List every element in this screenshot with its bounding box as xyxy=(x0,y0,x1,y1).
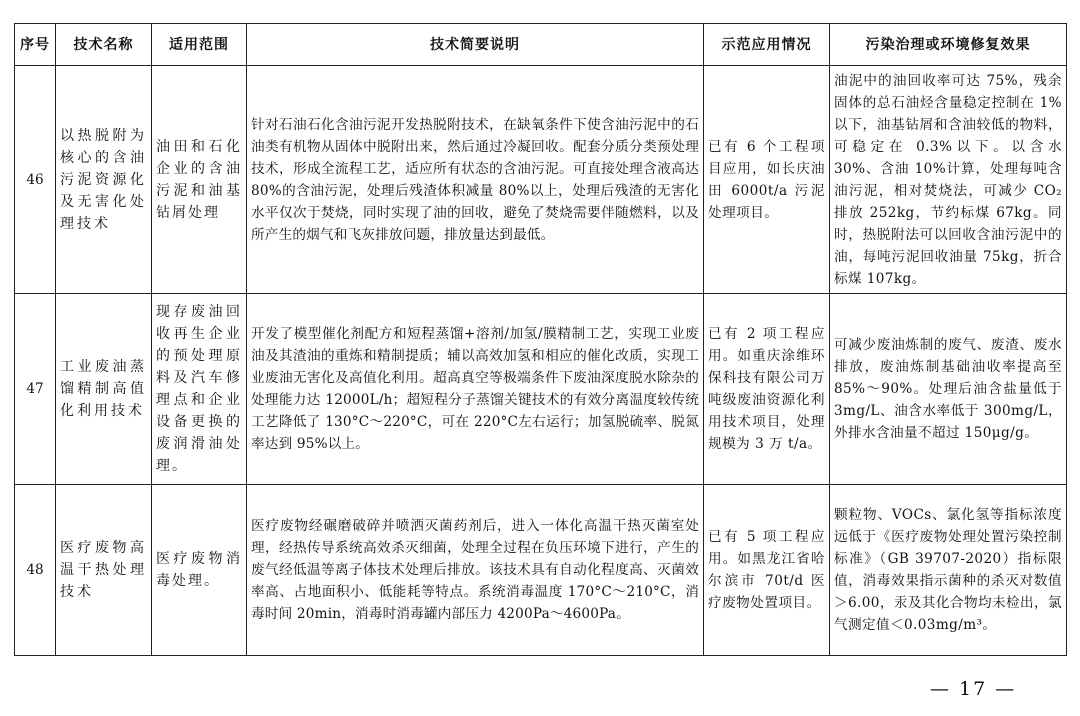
row-demo-application: 已有 2 项工程应用。如重庆涂维环保科技有限公司万吨级废油资源化利用技术项目，处理规模为 3 万 t/a。 xyxy=(704,294,830,485)
header-name: 技术名称 xyxy=(56,24,152,66)
table-header-row xyxy=(15,24,1067,66)
header-desc: 技术简要说明 xyxy=(247,24,704,66)
row-tech-name: 以热脱附为核心的含油污泥资源化及无害化处理技术 xyxy=(56,66,152,294)
row-scope: 医疗废物消毒处理。 xyxy=(152,485,247,656)
row-tech-name: 工业废油蒸馏精制高值化利用技术 xyxy=(56,294,152,485)
row-scope: 现存废油回收再生企业的预处理原料及汽车修理点和企业设备更换的废润滑油处理。 xyxy=(152,294,247,485)
row-description: 医疗废物经碾磨破碎并喷洒灭菌药剂后，进入一体化高温干热灭菌室处理，经热传导系统高效杀灭细菌，处理全过程在负压环境下进行，产生的废气经低温等离子体技术处理后排放。该技术具有自动化程度高、灭菌效率高、占地面积小、低能耗等特点。系统消毒温度 170°C～210°C，消毒时间 20min，消毒时消毒罐内部压力 4200Pa～4600Pa。 xyxy=(247,485,704,656)
header-scope: 适用范围 xyxy=(152,24,247,66)
table-row xyxy=(15,485,1067,656)
header-effect: 污染治理或环境修复效果 xyxy=(830,24,1067,66)
row-num: 46 xyxy=(15,66,56,294)
header-demo: 示范应用情况 xyxy=(704,24,830,66)
row-num: 48 xyxy=(15,485,56,656)
row-demo-application: 已有 5 项工程应用。如黑龙江省哈尔滨市 70t/d 医疗废物处置项目。 xyxy=(704,485,830,656)
table-row xyxy=(15,294,1067,485)
row-tech-name: 医疗废物高温干热处理技术 xyxy=(56,485,152,656)
technology-table xyxy=(14,23,1067,656)
row-description: 开发了模型催化剂配方和短程蒸馏+溶剂/加氢/膜精制工艺，实现工业废油及其渣油的重炼和精制提质；辅以高效加氢和相应的催化改质，实现工业废油无害化及高值化利用。超高真空等极端条件下废油深度脱水除杂的处理能力达 12000L/h；超短程分子蒸馏关键技术的有效分离温度较传统工艺降低了 130°C～220°C，可在 220°C左右运行；加氢脱硫率、脱氮率达到 95%以上。 xyxy=(247,294,704,485)
header-num: 序号 xyxy=(15,24,56,66)
row-demo-application: 已有 6 个工程项目应用，如长庆油田 6000t/a 污泥处理项目。 xyxy=(704,66,830,294)
table-row xyxy=(15,66,1067,294)
row-scope: 油田和石化企业的含油污泥和油基钻屑处理 xyxy=(152,66,247,294)
row-description: 针对石油石化含油污泥开发热脱附技术，在缺氧条件下使含油污泥中的石油类有机物从固体中脱附出来，然后通过冷凝回收。配套分质分类预处理技术，形成全流程工艺，适应所有状态的含油污泥。可直接处理含液高达 80%的含油污泥，处理后残渣体积减量 80%以上，处理后残渣的无害化水平仅次于焚烧，同时实现了油的回收，避免了焚烧需要伴随燃料，以及所产生的烟气和飞灰排放问题，排放量达到最低。 xyxy=(247,66,704,294)
page-number: — 17 — xyxy=(930,678,1017,700)
row-effect: 可减少废油炼制的废气、废渣、废水排放，废油炼制基础油收率提高至 85%～90%。处理后油含盐量低于 3mg/L、油含水率低于 300mg/L，外排水含油量不超过 150μg/g。 xyxy=(830,294,1067,485)
row-effect: 颗粒物、VOCs、氯化氢等指标浓度远低于《医疗废物处理处置污染控制标准》（GB 39707-2020）指标限值，消毒效果指示菌种的杀灭对数值＞6.00，汞及其化合物均未检出，氯气测定值＜0.03mg/m³。 xyxy=(830,485,1067,656)
row-num: 47 xyxy=(15,294,56,485)
row-effect: 油泥中的油回收率可达 75%，残余固体的总石油烃含量稳定控制在 1%以下，油基钻屑和含油较低的物料，可稳定在 0.3%以下。以含水 30%、含油 10%计算，处理每吨含油污泥，相对焚烧法，可减少 CO₂ 排放 252kg，节约标煤 67kg。同时，热脱附法可以回收含油污泥中的油，每吨污泥回收油量 75kg，折合标煤 107kg。 xyxy=(830,66,1067,294)
